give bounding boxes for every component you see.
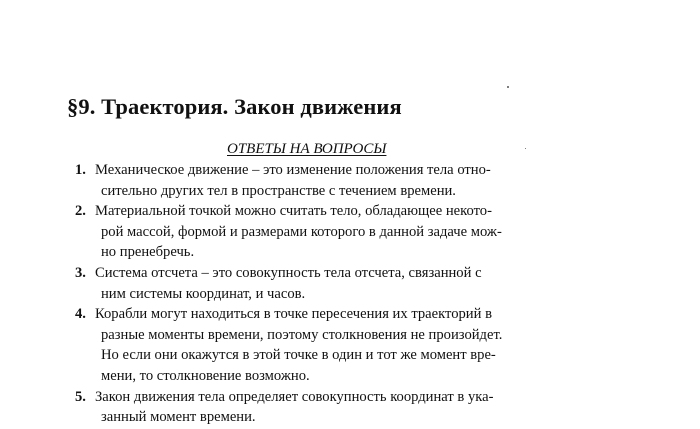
answers-list: [75, 160, 595, 428]
scan-speck: [507, 86, 509, 88]
answer-text-line: сительно других тел в пространстве с течением времени.: [101, 182, 456, 199]
answer-text-line: Закон движения тела определяет совокупность координат в ука-: [95, 388, 494, 405]
answer-text-line: но пренебречь.: [101, 244, 195, 261]
answer-item-2: [75, 201, 595, 263]
answer-text-line: Корабли могут находиться в точке пересечения их траекторий в: [95, 306, 492, 323]
answer-item-4: [75, 304, 595, 386]
answer-text-line: мени, то столкновение возможно.: [101, 367, 310, 384]
answer-text-line: разные моменты времени, поэтому столкновения не произойдет.: [101, 326, 503, 343]
answers-subheading: ОТВЕТЫ НА ВОПРОСЫ: [227, 141, 387, 157]
answer-item-3: [75, 263, 595, 304]
answer-number: 1.: [75, 162, 86, 178]
answer-number: 4.: [75, 306, 86, 323]
section-heading: §9. Траектория. Закон движения: [67, 94, 402, 119]
answer-text-line: Но если они окажутся в этой точке в один и тот же момент вре-: [101, 347, 496, 364]
answer-item-5: [75, 387, 595, 428]
answer-item-1: [75, 160, 595, 201]
answer-text-line: Система отсчета – это совокупность тела отсчета, связанной с: [95, 264, 482, 281]
answer-text-line: занный момент времени.: [101, 409, 256, 426]
answer-text-line: ним системы координат, и часов.: [101, 285, 306, 302]
answer-text-line: Материальной точкой можно считать тело, обладающее некото-: [95, 203, 492, 220]
answer-number: 3.: [75, 264, 86, 281]
scan-speck: [525, 148, 526, 149]
answer-text-line: Механическое движение – это изменение положения тела отно-: [95, 162, 491, 178]
answer-text-line: рой массой, формой и размерами которого в данной задаче мож-: [101, 223, 502, 240]
answer-number: 5.: [75, 388, 86, 405]
answer-number: 2.: [75, 203, 86, 220]
